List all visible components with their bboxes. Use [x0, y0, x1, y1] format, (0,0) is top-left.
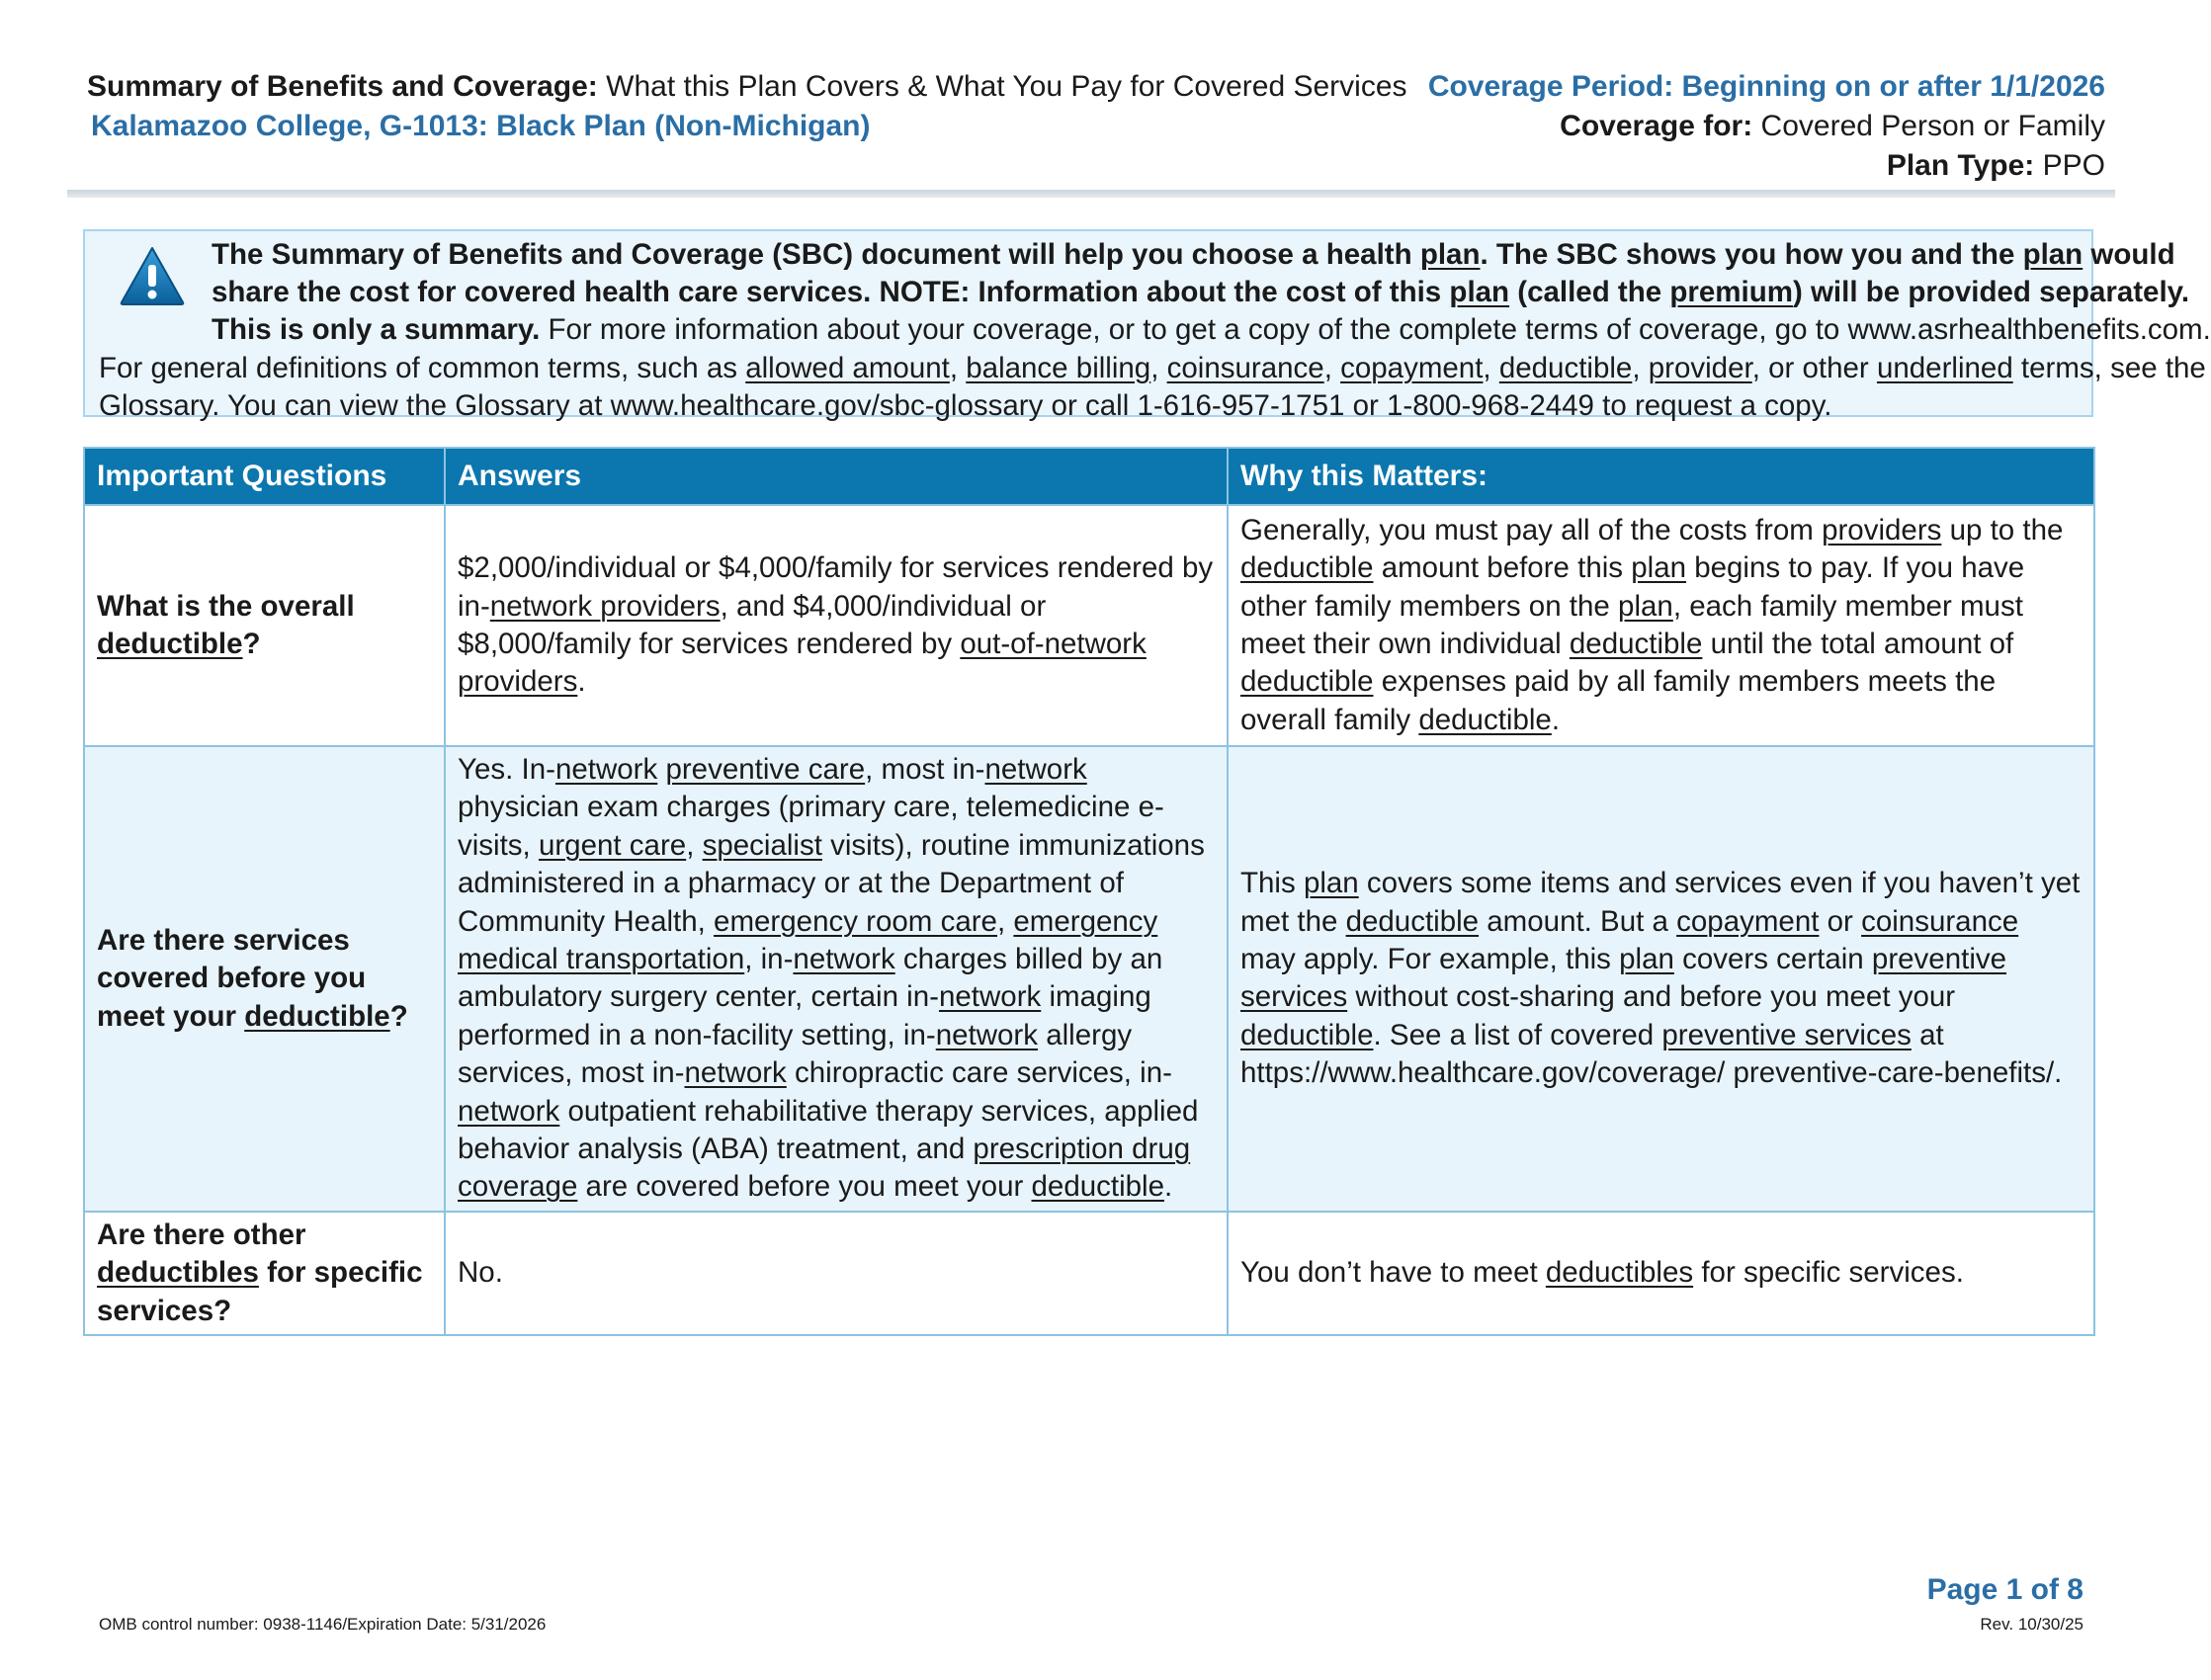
- answer-cell: No.: [445, 1212, 1228, 1335]
- why-matters-cell: Generally, you must pay all of the costs from providers up to the deductible amount before this plan begins to pay. If you have other family members on the plan, each family member must meet their own individual deductible until the total amount of deductible expenses paid by all family members meets the overall family deductible.: [1228, 505, 2094, 746]
- header-divider: [67, 190, 2115, 198]
- document-header-right: [1354, 67, 2105, 186]
- notice-line: Glossary. You can view the Glossary at www.healthcare.gov/sbc-glossary or call 1-616-957-1751 or 1-800-968-2449 to request a copy.: [99, 388, 1832, 422]
- answer-cell: $2,000/individual or $4,000/family for services rendered by in-network providers, and $4,000/individual or $8,000/family for services rendered by out-of-network providers.: [445, 505, 1228, 746]
- question-cell: Are there other deductibles for specific services?: [84, 1212, 445, 1335]
- warning-icon: [119, 245, 186, 306]
- table-row: [84, 505, 2094, 746]
- revision-date: Rev. 10/30/25: [1980, 1615, 2083, 1634]
- table-row: [84, 746, 2094, 1212]
- important-questions-table: [83, 447, 2095, 1336]
- coverage-period: Coverage Period: Beginning on or after 1/1/2026: [1427, 70, 2105, 103]
- why-matters-cell: This plan covers some items and services even if you haven’t yet met the deductible amount. But a copayment or coinsurance may apply. For example, this plan covers certain preventive services without cost-sharing and before you meet your deductible. See a list of covered preventive services at https://www.healthcare.gov/coverage/ preventive-care-benefits/.: [1228, 746, 2094, 1212]
- why-matters-cell: You don’t have to meet deductibles for specific services.: [1228, 1212, 2094, 1335]
- question-cell: What is the overall deductible?: [84, 505, 445, 746]
- sbc-notice-box: [83, 229, 2211, 422]
- page-number: Page 1 of 8: [1926, 1573, 2083, 1606]
- plan-name: Kalamazoo College, G-1013: Black Plan (Non-Michigan): [91, 110, 871, 142]
- sbc-title: Summary of Benefits and Coverage: What this Plan Covers & What You Pay for Covered Services: [87, 70, 1407, 103]
- notice-line: This is only a summary. For more information about your coverage, or to get a copy of the complete terms of coverage, go to www.asrhealthbenefits.com.: [212, 313, 2211, 347]
- plan-type: Plan Type: PPO: [1886, 149, 2105, 182]
- notice-line: For general definitions of common terms, such as allowed amount, balance billing, coinsurance, copayment, deductible, provider, or other underlined terms, see the: [99, 351, 2206, 384]
- column-header: Answers: [445, 448, 1228, 505]
- answer-cell: Yes. In-network preventive care, most in-network physician exam charges (primary care, telemedicine e-visits, urgent care, specialist visits), routine immunizations administered in a pharmacy or at the Department of Community Health, emergency room care, emergency medical transportation, in-network charges billed by an ambulatory surgery center, certain in-network imaging performed in a non-facility setting, in-network allergy services, most in-network chiropractic care services, in-network outpatient rehabilitative therapy services, applied behavior analysis (ABA) treatment, and prescription drug coverage are covered before you meet your deductible.: [445, 746, 1228, 1212]
- column-header: Why this Matters:: [1228, 448, 2094, 505]
- question-cell: Are there services covered before you meet your deductible?: [84, 746, 445, 1212]
- document-header-left: [87, 67, 1421, 146]
- table-row: [84, 1212, 2094, 1335]
- column-header: Important Questions: [84, 448, 445, 505]
- table-header-row: [84, 448, 2094, 505]
- omb-control-number: OMB control number: 0938-1146/Expiration Date: 5/31/2026: [99, 1615, 547, 1634]
- notice-line: share the cost for covered health care services. NOTE: Information about the cost of this plan (called the premium) will be provided separately.: [212, 276, 2190, 309]
- notice-line: The Summary of Benefits and Coverage (SBC) document will help you choose a health plan. The SBC shows you how you and the plan would: [212, 238, 2175, 271]
- coverage-for: Coverage for: Covered Person or Family: [1560, 110, 2105, 142]
